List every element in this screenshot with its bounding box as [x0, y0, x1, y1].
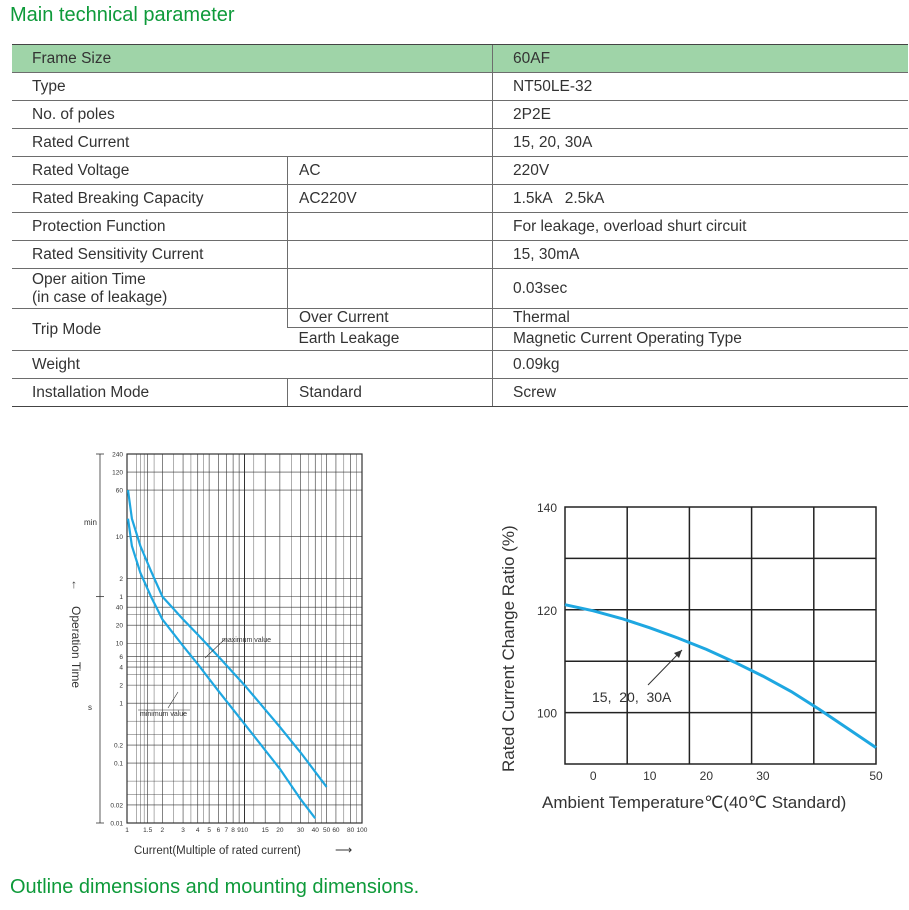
- table-row: [12, 73, 908, 101]
- row-value: Screw: [493, 379, 909, 407]
- y-tick-label-sec: 0.1: [113, 760, 123, 768]
- row-sublabel: Over Current: [288, 309, 493, 328]
- row-value: 2P2E: [493, 101, 909, 129]
- x-tick-label: 40: [311, 827, 319, 834]
- row-label: Rated Breaking Capacity: [12, 185, 288, 213]
- x-tick-label: 50: [323, 827, 331, 834]
- x-tick-label: 6: [216, 827, 221, 834]
- x-tick-label: 20: [699, 769, 714, 783]
- x-axis-label: Current(Multiple of rated current): [134, 845, 301, 857]
- y-tick-label: 100: [536, 706, 557, 721]
- table-row: [12, 379, 908, 407]
- y-tick-label-min: 120: [112, 469, 123, 477]
- y-tick-label-min: 2: [119, 576, 123, 584]
- x-tick-label: 10: [643, 769, 657, 783]
- row-sublabel-empty: [288, 241, 493, 269]
- derating-chart: [490, 480, 900, 820]
- annotation-label: 15, 20, 30A: [592, 689, 672, 705]
- x-tick-label: 5: [207, 827, 211, 834]
- y-tick-label-sec: 1: [119, 700, 123, 708]
- table-row: [12, 185, 908, 213]
- y-tick-label-sec: 4: [119, 664, 123, 672]
- table-row: [12, 129, 908, 157]
- row-label: [12, 269, 288, 309]
- row-value: 220V: [493, 157, 909, 185]
- x-tick-label: 8: [231, 827, 235, 834]
- trip-curve-chart: [60, 446, 380, 866]
- row-value: 15, 20, 30A: [493, 129, 909, 157]
- chart-ticks: [537, 501, 883, 783]
- y-tick-label: 120: [536, 603, 557, 618]
- row-label: Rated Sensitivity Current: [12, 241, 288, 269]
- table-row: [12, 241, 908, 269]
- x-tick-label: 9: [237, 827, 241, 834]
- row-value: For leakage, overload shurt circuit: [493, 213, 909, 241]
- x-tick-label: 7: [224, 827, 229, 834]
- y-tick-label-min: 240: [112, 451, 123, 459]
- table-row: [12, 269, 908, 309]
- plot-frame: [565, 507, 876, 764]
- y-unit-sec: s: [88, 703, 92, 712]
- x-tick-label: 1: [125, 827, 129, 834]
- x-tick-label: 10: [240, 827, 249, 834]
- row-label: Type: [12, 73, 493, 101]
- row-value: 60AF: [493, 45, 909, 73]
- y-tick-label-sec: 0.2: [113, 742, 123, 750]
- chart-curves: [128, 490, 327, 818]
- row-label-line1: Oper aition Time: [32, 271, 146, 289]
- section-title-outline: Outline dimensions and mounting dimensions.: [10, 876, 420, 898]
- x-axis-label: Ambient Temperature℃(40℃ Standard): [542, 793, 847, 812]
- y-axis-label: Operation Time: [69, 606, 83, 689]
- x-tick-label: 30: [296, 827, 305, 834]
- annotation-maximum: maximum value: [222, 637, 272, 644]
- row-value: Thermal: [493, 309, 909, 328]
- y-axis-arrow: ←: [69, 579, 83, 591]
- row-value: 1.5kA 2.5kA: [493, 185, 909, 213]
- row-value: NT50LE-32: [493, 73, 909, 101]
- row-sublabel: AC: [288, 157, 493, 185]
- row-label: Frame Size: [12, 45, 493, 73]
- row-value: 15, 30mA: [493, 241, 909, 269]
- x-tick-label: 30: [756, 769, 770, 783]
- y-tick-label-min: 60: [115, 487, 123, 495]
- y-unit-min: min: [84, 518, 97, 527]
- y-tick-label-sec: 20: [115, 622, 123, 630]
- y-tick-label-sec: 2: [119, 682, 123, 690]
- x-tick-label: 60: [332, 827, 340, 834]
- y-tick-label-sec: 0.01: [110, 820, 123, 828]
- y-tick-label: 140: [536, 501, 557, 515]
- x-tick-label: 50: [869, 769, 883, 783]
- row-value: Magnetic Current Operating Type: [493, 328, 909, 351]
- row-label: Rated Current: [12, 129, 493, 157]
- row-value: 0.03sec: [493, 269, 909, 309]
- row-sublabel: Standard: [288, 379, 493, 407]
- section-title-main-parameters: Main technical parameter: [10, 4, 235, 26]
- y-tick-label-sec: 10: [115, 640, 123, 648]
- row-sublabel: AC220V: [288, 185, 493, 213]
- table-row: [12, 101, 908, 129]
- row-label: No. of poles: [12, 101, 493, 129]
- table-row: [12, 157, 908, 185]
- x-tick-label: 1.5: [143, 827, 153, 834]
- table-row: [12, 309, 908, 328]
- x-tick-label: 100: [356, 827, 368, 834]
- y-tick-label-sec: 6: [119, 654, 123, 662]
- annotation-minimum: minimum value: [140, 711, 188, 718]
- row-label: Trip Mode: [12, 309, 288, 351]
- y-tick-label-min: 10: [115, 534, 123, 542]
- row-label: Weight: [12, 351, 493, 379]
- x-tick-label: 3: [181, 827, 185, 834]
- y-axis-label: Rated Current Change Ratio (%): [499, 525, 518, 772]
- row-label: Protection Function: [12, 213, 288, 241]
- x-tick-label: 4: [195, 827, 200, 834]
- table-row: [12, 45, 908, 73]
- series-line-minimum: [128, 519, 315, 819]
- annotation-leader-min-2: [168, 692, 178, 708]
- y-tick-label-sec: 40: [115, 604, 123, 612]
- spec-table: [12, 44, 908, 407]
- x-tick-label: 80: [346, 827, 355, 834]
- x-tick-label: 0: [589, 769, 597, 783]
- x-tick-label: 2: [160, 827, 165, 834]
- series-line-15-20-30A: [565, 605, 876, 748]
- row-label: Rated Voltage: [12, 157, 288, 185]
- row-sublabel-empty: [288, 213, 493, 241]
- row-sublabel: Earth Leakage: [288, 328, 493, 351]
- x-tick-label: 20: [276, 827, 284, 834]
- x-tick-label: 15: [261, 827, 269, 834]
- y-tick-label-sec: 0.02: [110, 802, 123, 810]
- row-label-line2: (in case of leakage): [32, 288, 168, 306]
- row-value: 0.09kg: [493, 351, 909, 379]
- x-axis-arrow: ⟶: [335, 843, 353, 857]
- row-label: Installation Mode: [12, 379, 288, 407]
- chart-grid: [565, 507, 876, 764]
- y-tick-label-min: 1: [119, 594, 123, 602]
- table-row: [12, 351, 908, 379]
- row-sublabel-empty: [288, 269, 493, 309]
- table-row: [12, 213, 908, 241]
